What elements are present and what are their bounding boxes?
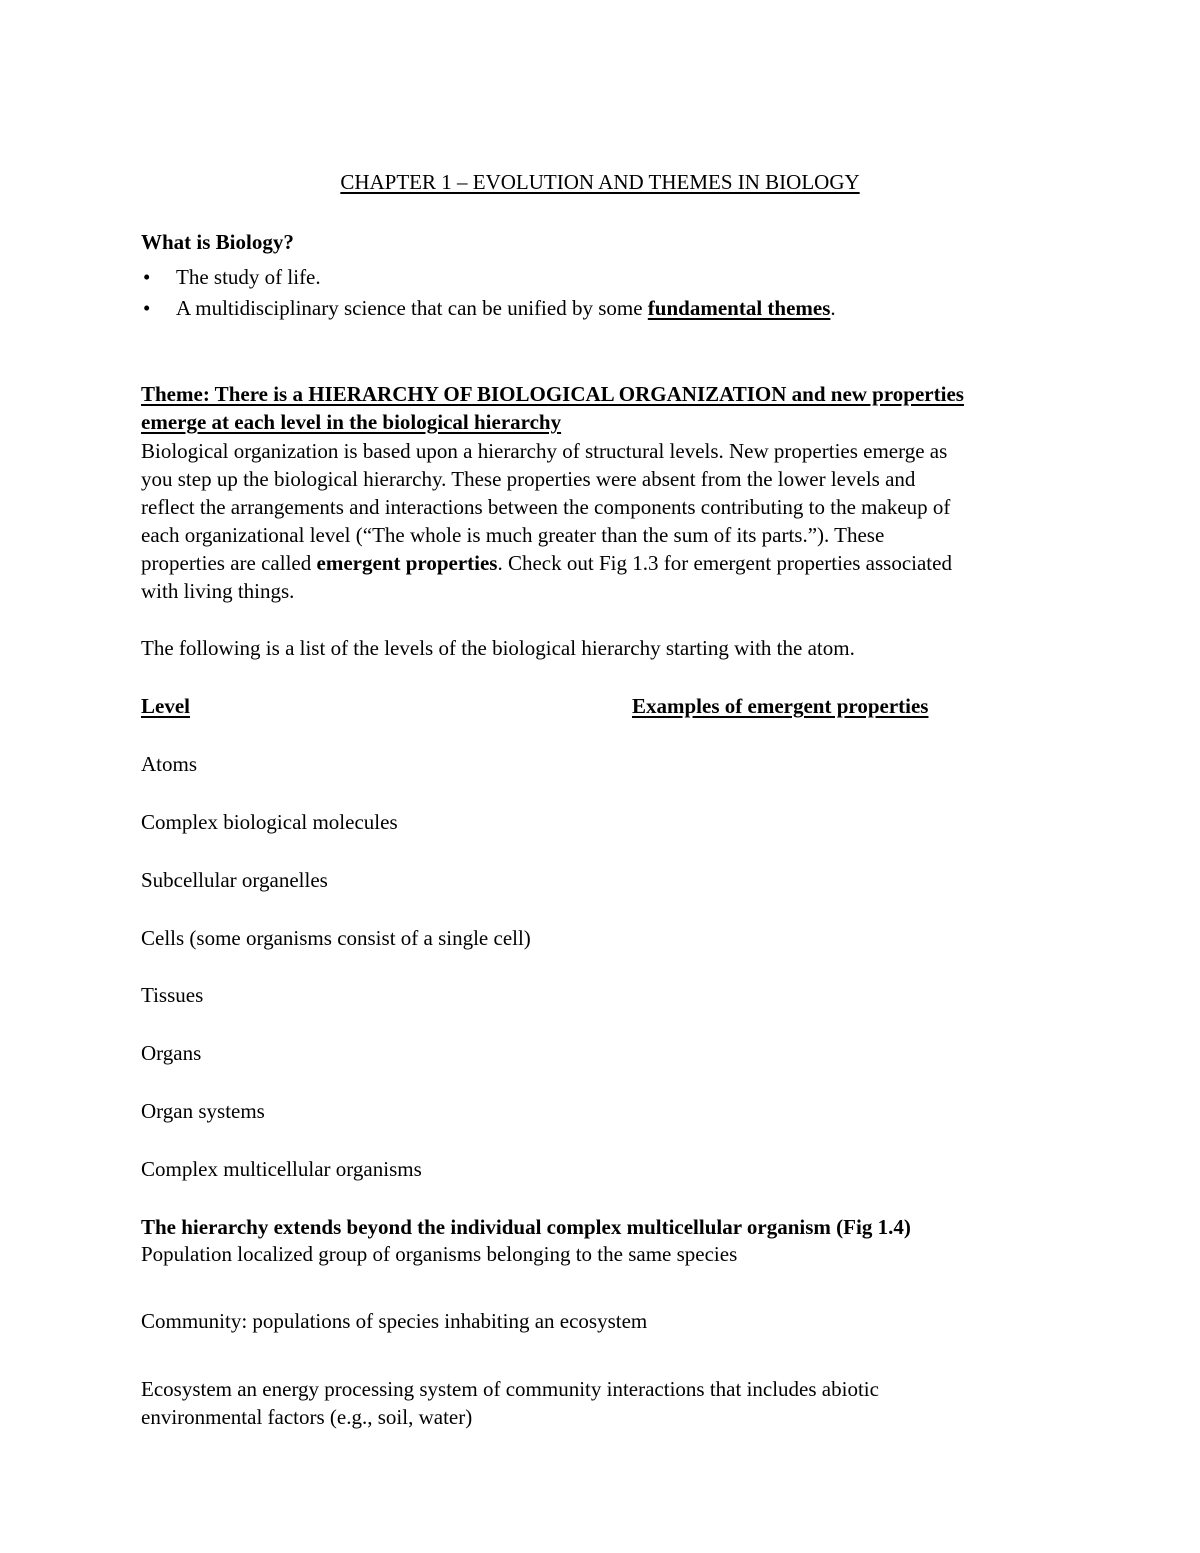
fundamental-themes-text: fundamental themes xyxy=(647,296,831,320)
theme-body-line: reflect the arrangements and interactions between the components contributing to the makeup of xyxy=(141,495,951,519)
level-item: Organ systems xyxy=(141,1099,265,1123)
level-item: Complex multicellular organisms xyxy=(141,1157,422,1181)
theme-heading-line2: emerge at each level in the biological hierarchy xyxy=(141,410,562,434)
beyond-heading: The hierarchy extends beyond the individual complex multicellular organism (Fig 1.4) xyxy=(141,1215,911,1239)
what-is-biology-heading: What is Biology? xyxy=(141,230,294,254)
examples-column-header: Examples of emergent properties xyxy=(632,694,929,718)
emergent-properties-term: emergent properties xyxy=(316,551,498,575)
ecosystem-definition-line1: Ecosystem an energy processing system of community interactions that includes abiotic xyxy=(141,1377,879,1401)
theme-text: properties are called xyxy=(141,551,317,575)
ecosystem-definition-line2: environmental factors (e.g., soil, water) xyxy=(141,1405,473,1429)
bullet-item: The study of life. xyxy=(176,265,321,289)
level-item: Cells (some organisms consist of a single cell) xyxy=(141,926,531,950)
bullet-period: . xyxy=(830,296,836,320)
bullet-item xyxy=(176,294,836,322)
population-definition: Population localized group of organisms belonging to the same species xyxy=(141,1242,738,1266)
level-item: Atoms xyxy=(141,752,198,776)
theme-body-line: Biological organization is based upon a hierarchy of structural levels. New properties emerge as xyxy=(141,439,948,463)
level-item: Subcellular organelles xyxy=(141,868,328,892)
theme-text: . Check out Fig 1.3 for emergent properties associated xyxy=(497,551,952,575)
level-item: Complex biological molecules xyxy=(141,810,398,834)
bullet-text: A multidisciplinary science that can be unified by some xyxy=(176,296,643,320)
level-column-header: Level xyxy=(141,694,190,718)
theme-body-line: each organizational level (“The whole is much greater than the sum of its parts.”). These xyxy=(141,523,885,547)
community-definition: Community: populations of species inhabiting an ecosystem xyxy=(141,1309,648,1333)
bullet-icon: • xyxy=(143,265,151,289)
level-item: Tissues xyxy=(141,983,204,1007)
theme-body-line xyxy=(141,549,952,577)
theme-body-line: you step up the biological hierarchy. These properties were absent from the lower levels and xyxy=(141,467,916,491)
theme-heading-line1: Theme: There is a HIERARCHY OF BIOLOGICAL ORGANIZATION and new properties xyxy=(141,382,964,406)
bullet-icon: • xyxy=(143,296,151,320)
level-item: Organs xyxy=(141,1041,202,1065)
theme-body-line: with living things. xyxy=(141,579,295,603)
list-intro: The following is a list of the levels of the biological hierarchy starting with the atom. xyxy=(141,636,855,660)
page-title: CHAPTER 1 – EVOLUTION AND THEMES IN BIOLOGY xyxy=(340,170,860,194)
